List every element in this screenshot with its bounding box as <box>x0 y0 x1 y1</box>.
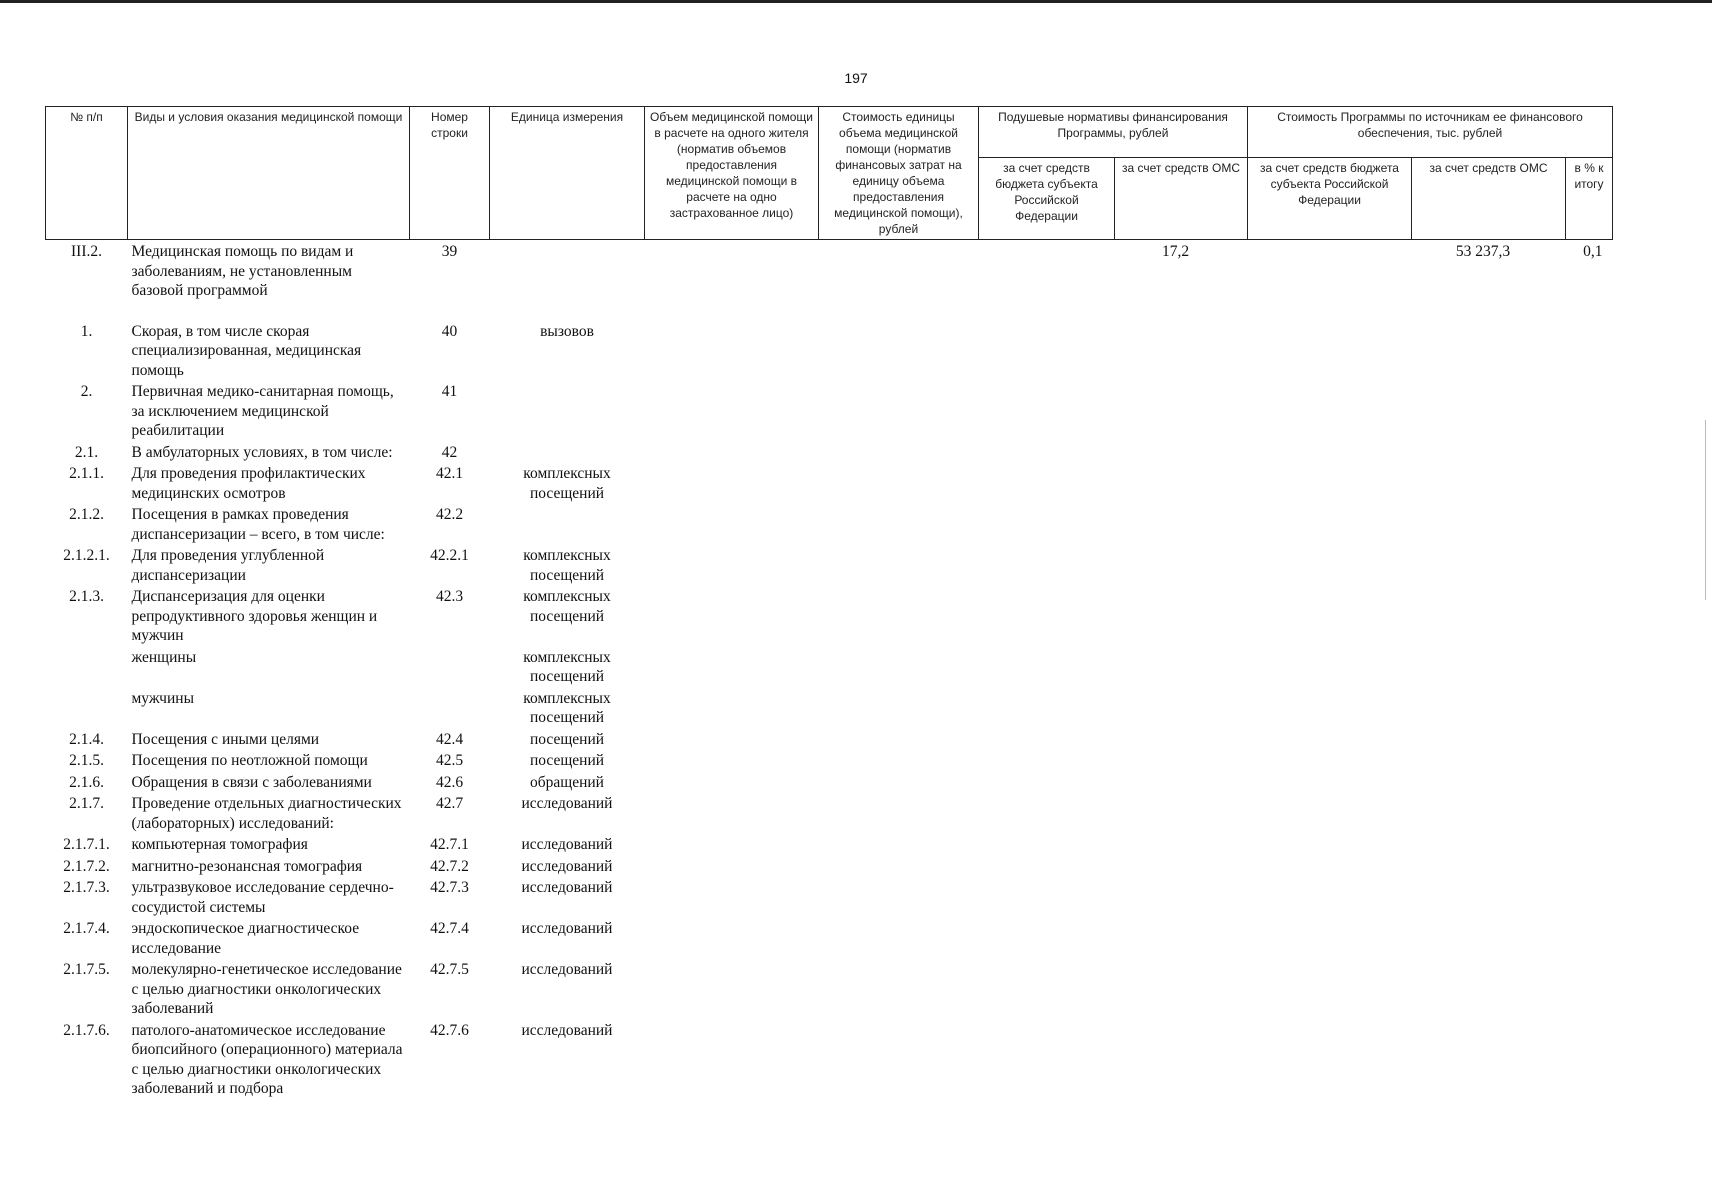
row-name: эндоскопическое диагностическое исследование <box>131 920 360 957</box>
row-line-no: 42 <box>441 443 458 461</box>
row-name: мужчины <box>131 689 194 707</box>
row-name: ультразвуковое исследование сердечно-сосудистой системы <box>131 879 394 916</box>
row-number: 2.1.7.6. <box>63 1021 110 1039</box>
row-number: 2.1.2. <box>69 506 104 523</box>
row-line-no <box>410 688 490 729</box>
row-name: Посещения по неотложной помощи <box>131 752 368 769</box>
row-line-no: 42.4 <box>435 730 464 748</box>
row-unit: комплексных посещений <box>523 648 611 685</box>
financing-table-container <box>45 106 1613 1100</box>
row-line-no <box>410 647 490 688</box>
table-row <box>46 442 1613 464</box>
table-row <box>46 1020 1613 1100</box>
header-kind: Виды и условия оказания медицинской помощи <box>128 107 410 240</box>
row-unit <box>490 240 645 321</box>
row-program-oms: 53 237,3 <box>1412 240 1566 321</box>
header-per-capita-budget: за счет средств бюджета субъекта Российской Федерации <box>979 158 1115 240</box>
row-line-no: 42.7.3 <box>430 879 469 896</box>
row-number: 2.1. <box>74 443 99 461</box>
row-number: 2.1.7.2. <box>63 857 110 875</box>
row-name: компьютерная томография <box>131 836 308 853</box>
financing-table <box>45 106 1613 1100</box>
table-row <box>46 834 1613 856</box>
row-unit: исследований <box>521 857 613 875</box>
row-unit: комплексных посещений <box>523 588 611 625</box>
row-number: 2.1.2.1. <box>63 547 110 564</box>
row-unit: исследований <box>521 879 613 896</box>
row-name: Медицинская помощь по видам и заболеваниям, не установленным базовой программой <box>128 240 410 321</box>
row-line-no: 39 <box>410 240 490 321</box>
header-program-oms: за счет средств ОМС <box>1412 158 1566 240</box>
header-num: № п/п <box>46 107 128 240</box>
row-name: Скорая, в том числе скорая специализированная, медицинская помощь <box>131 322 362 379</box>
row-per-capita-budget <box>979 240 1115 321</box>
row-name: Для проведения профилактических медицинских осмотров <box>131 465 366 502</box>
row-line-no: 42.7.6 <box>430 1021 469 1039</box>
scan-margin-line <box>1705 420 1706 600</box>
table-row <box>46 647 1613 688</box>
row-number: 2. <box>80 383 93 400</box>
header-unit: Единица измерения <box>490 107 645 240</box>
row-name: Первичная медико-санитарная помощь, за исключением медицинской реабилитации <box>131 383 394 439</box>
table-row <box>46 381 1613 442</box>
table-row <box>46 321 1613 382</box>
row-name: В амбулаторных условиях, в том числе: <box>131 443 393 461</box>
header-cost: Стоимость единицы объема медицинской помощи (норматив финансовых затрат на единицу объема предоставления медицинской помощи), рублей <box>819 107 979 240</box>
row-unit: обращений <box>530 773 604 791</box>
row-unit <box>490 504 645 545</box>
row-number: 1. <box>80 322 93 340</box>
row-line-no: 42.2.1 <box>430 547 469 564</box>
table-row <box>46 959 1613 1020</box>
row-name: Посещения с иными целями <box>131 730 320 748</box>
row-unit: вызовов <box>540 322 594 340</box>
row-number: 2.1.5. <box>69 752 104 769</box>
row-number: 2.1.6. <box>69 773 104 791</box>
row-name: женщины <box>131 648 197 666</box>
row-line-no: 42.1 <box>435 465 464 482</box>
row-line-no: 42.7.4 <box>430 920 469 937</box>
scan-top-edge <box>0 0 1712 3</box>
row-unit <box>490 381 645 442</box>
row-number: 2.1.4. <box>69 730 104 748</box>
row-name: Обращения в связи с заболеваниями <box>131 773 372 791</box>
row-number: 2.1.7.5. <box>63 961 110 978</box>
table-row <box>46 729 1613 751</box>
row-line-no: 40 <box>441 322 458 340</box>
table-row <box>46 688 1613 729</box>
row-number <box>46 647 128 688</box>
row-unit: посещений <box>529 730 605 748</box>
row-unit: комплексных посещений <box>523 689 611 726</box>
header-program-pct: в % к итогу <box>1566 158 1613 240</box>
row-cost <box>819 240 979 321</box>
row-number: 2.1.3. <box>69 588 104 605</box>
row-unit: исследований <box>521 795 613 812</box>
row-unit: комплексных посещений <box>523 465 611 502</box>
table-row <box>46 463 1613 504</box>
table-row <box>46 877 1613 918</box>
header-line-no: Номер строки <box>410 107 490 240</box>
row-program-pct: 0,1 <box>1566 240 1613 321</box>
row-unit: исследований <box>521 836 613 853</box>
row-unit <box>490 442 645 464</box>
row-name: молекулярно-генетическое исследование с целью диагностики онкологических заболеваний <box>131 961 402 1017</box>
table-row <box>46 504 1613 545</box>
row-name: Для проведения углубленной диспансеризации <box>131 547 325 584</box>
row-name: магнитно-резонансная томография <box>131 857 363 875</box>
row-unit: комплексных посещений <box>523 547 611 584</box>
row-number: 2.1.1. <box>69 465 104 482</box>
row-line-no: 42.5 <box>435 752 464 769</box>
row-line-no: 41 <box>441 383 458 400</box>
header-per-capita-oms: за счет средств ОМС <box>1115 158 1248 240</box>
row-name: Посещения в рамках проведения диспансеризации – всего, в том числе: <box>131 506 385 543</box>
row-line-no: 42.7.5 <box>430 961 469 978</box>
row-unit: исследований <box>521 920 613 937</box>
row-name: Проведение отдельных диагностических (лабораторных) исследований: <box>131 795 402 832</box>
row-line-no: 42.3 <box>435 588 464 605</box>
row-name: Диспансеризация для оценки репродуктивного здоровья женщин и мужчин <box>131 588 378 644</box>
row-number: 2.1.7.3. <box>63 879 110 896</box>
row-line-no: 42.2 <box>435 506 464 523</box>
table-row <box>46 772 1613 794</box>
row-per-capita-oms: 17,2 <box>1115 240 1248 321</box>
row-line-no: 42.7.1 <box>430 836 469 853</box>
row-line-no: 42.7 <box>435 795 464 812</box>
row-line-no: 42.6 <box>435 773 464 791</box>
row-line-no: 42.7.2 <box>430 857 469 875</box>
row-unit: посещений <box>529 752 605 769</box>
row-number <box>46 688 128 729</box>
row-unit: исследований <box>521 961 613 978</box>
table-row <box>46 918 1613 959</box>
row-program-budget <box>1248 240 1412 321</box>
header-program-group: Стоимость Программы по источникам ее финансового обеспечения, тыс. рублей <box>1248 107 1613 158</box>
row-number: III.2. <box>46 240 128 321</box>
row-unit: исследований <box>521 1021 613 1039</box>
header-per-capita-group: Подушевые нормативы финансирования Программы, рублей <box>979 107 1248 158</box>
table-row <box>46 856 1613 878</box>
row-name: патолого-анатомическое исследование биопсийного (операционного) материала с целью диагностики онкологических заболеваний и подбора <box>131 1021 403 1097</box>
table-row <box>46 750 1613 772</box>
header-program-budget: за счет средств бюджета субъекта Российской Федерации <box>1248 158 1412 240</box>
table-row <box>46 793 1613 834</box>
row-number: 2.1.7.4. <box>63 920 110 937</box>
header-volume: Объем медицинской помощи в расчете на одного жителя (норматив объемов предоставления медицинской помощи в расчете на одно застрахованное лицо) <box>645 107 819 240</box>
table-row <box>46 545 1613 586</box>
row-number: 2.1.7. <box>69 795 104 812</box>
row-volume <box>645 240 819 321</box>
page-number: 197 <box>844 70 868 86</box>
table-row <box>46 586 1613 647</box>
table-row <box>46 240 1613 321</box>
row-number: 2.1.7.1. <box>63 836 110 853</box>
